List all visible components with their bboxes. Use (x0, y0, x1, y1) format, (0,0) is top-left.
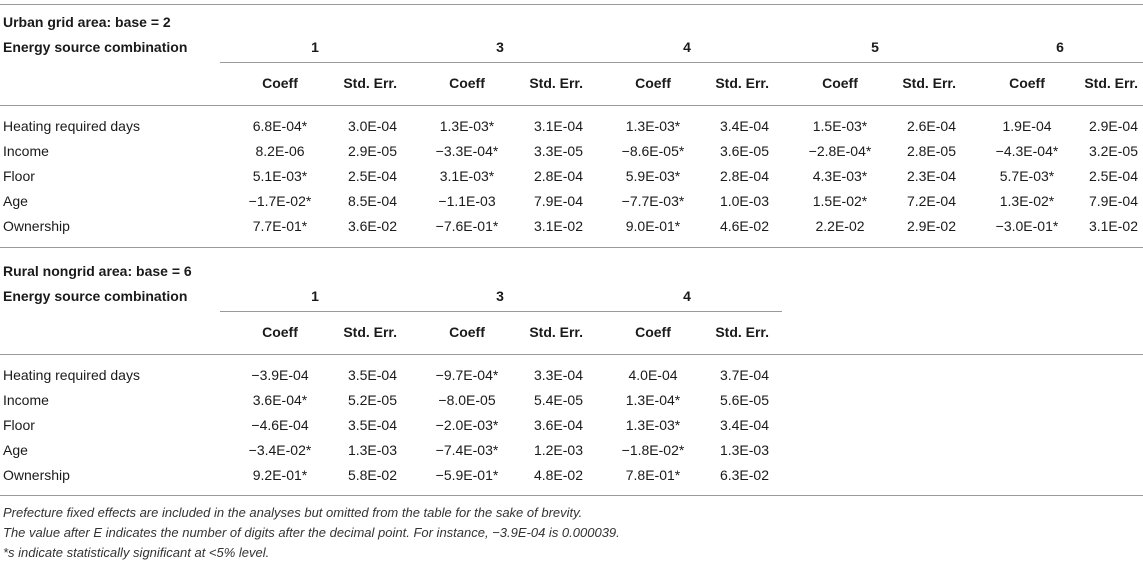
stderr-cell: 3.1E-04 (533, 118, 583, 134)
coeff-cell: −7.4E-03* (435, 442, 499, 458)
coeff-cell: −1.7E-02* (248, 193, 312, 209)
stderr-cell: 5.2E-05 (347, 392, 397, 408)
urban-group-header: 3 (496, 39, 504, 55)
urban-header-rule (0, 105, 1143, 106)
coeff-cell: 1.3E-04* (625, 392, 681, 408)
urban-group-underline (596, 62, 782, 63)
urban-coeff-header: Coeff (1009, 75, 1045, 91)
stderr-cell: 2.8E-05 (906, 143, 956, 159)
coeff-cell: 5.9E-03* (625, 168, 681, 184)
stderr-cell: 7.9E-04 (533, 193, 583, 209)
row-label: Ownership (3, 467, 70, 483)
row-label: Age (3, 442, 28, 458)
coeff-cell: −4.3E-04* (995, 143, 1059, 159)
coeff-cell: 1.3E-03* (625, 417, 681, 433)
coeff-cell: 7.8E-01* (625, 467, 681, 483)
stderr-cell: 1.3E-03 (719, 442, 769, 458)
rural-bottom-rule (0, 495, 1143, 496)
stderr-cell: 1.3E-03 (347, 442, 397, 458)
urban-group-header: 6 (1056, 39, 1064, 55)
rural-group-header: 4 (683, 288, 691, 304)
urban-coeff-header: Coeff (449, 75, 485, 91)
coeff-cell: −7.7E-03* (621, 193, 685, 209)
stderr-cell: 3.2E-05 (1088, 143, 1138, 159)
stderr-cell: 3.6E-05 (719, 143, 769, 159)
row-label: Income (3, 143, 49, 159)
rural-coeff-header: Coeff (449, 324, 485, 340)
stderr-cell: 2.8E-04 (719, 168, 769, 184)
stderr-cell: 2.9E-02 (906, 218, 956, 234)
stderr-cell: 8.5E-04 (347, 193, 397, 209)
coeff-cell: 7.7E-01* (252, 218, 308, 234)
coeff-cell: −8.6E-05* (621, 143, 685, 159)
stderr-cell: 3.6E-02 (347, 218, 397, 234)
urban-group-underline (968, 62, 1143, 63)
coeff-cell: 8.2E-06 (255, 143, 305, 159)
coeff-cell: −1.1E-03 (438, 193, 496, 209)
coeff-cell: 4.0E-04 (628, 367, 678, 383)
stderr-cell: 2.5E-04 (347, 168, 397, 184)
rural-group-header: 1 (311, 288, 319, 304)
coeff-cell: −8.0E-05 (438, 392, 496, 408)
coeff-cell: 3.1E-03* (439, 168, 495, 184)
footnote-1: Prefecture fixed effects are included in the analyses but omitted from the table for the sake of brevity. (3, 505, 583, 520)
coeff-cell: −2.8E-04* (808, 143, 872, 159)
coeff-cell: −1.8E-02* (621, 442, 685, 458)
stderr-cell: 5.8E-02 (347, 467, 397, 483)
rural-header-label: Energy source combination (3, 288, 188, 304)
stderr-cell: 3.4E-04 (719, 118, 769, 134)
rural-coeff-header: Coeff (262, 324, 298, 340)
coeff-cell: 5.7E-03* (999, 168, 1055, 184)
stderr-cell: 4.6E-02 (719, 218, 769, 234)
urban-bottom-rule (0, 247, 1143, 248)
row-label: Income (3, 392, 49, 408)
stderr-cell: 3.4E-04 (719, 417, 769, 433)
coeff-cell: 2.2E-02 (815, 218, 865, 234)
coeff-cell: −3.3E-04* (435, 143, 499, 159)
rural-stderr-header: Std. Err. (715, 324, 769, 340)
coeff-cell: −2.0E-03* (435, 417, 499, 433)
footnote-2: The value after E indicates the number of digits after the decimal point. For instance, −3.9E-04 is 0.000039. (3, 525, 620, 540)
stderr-cell: 3.6E-04 (533, 417, 583, 433)
coeff-cell: 1.3E-02* (999, 193, 1055, 209)
rural-stderr-header: Std. Err. (529, 324, 583, 340)
urban-stderr-header: Std. Err. (902, 75, 956, 91)
rural-coeff-header: Coeff (635, 324, 671, 340)
urban-group-header: 5 (871, 39, 879, 55)
rural-group-underline (220, 311, 408, 312)
rural-group-header: 3 (496, 288, 504, 304)
table-top-rule (0, 4, 1143, 5)
stderr-cell: 3.1E-02 (1088, 218, 1138, 234)
coeff-cell: 1.5E-03* (812, 118, 868, 134)
urban-header-label: Energy source combination (3, 39, 188, 55)
urban-coeff-header: Coeff (635, 75, 671, 91)
row-label: Floor (3, 417, 35, 433)
urban-group-header: 4 (683, 39, 691, 55)
coeff-cell: 6.8E-04* (252, 118, 308, 134)
rural-section-title: Rural nongrid area: base = 6 (3, 263, 192, 279)
urban-group-underline (782, 62, 968, 63)
stderr-cell: 2.3E-04 (906, 168, 956, 184)
row-label: Floor (3, 168, 35, 184)
coeff-cell: −7.6E-01* (435, 218, 499, 234)
stderr-cell: 3.7E-04 (719, 367, 769, 383)
coeff-cell: −4.6E-04 (251, 417, 309, 433)
rural-stderr-header: Std. Err. (343, 324, 397, 340)
stderr-cell: 1.0E-03 (719, 193, 769, 209)
stderr-cell: 2.6E-04 (906, 118, 956, 134)
urban-stderr-header: Std. Err. (715, 75, 769, 91)
coeff-cell: 9.2E-01* (252, 467, 308, 483)
coeff-cell: −3.0E-01* (995, 218, 1059, 234)
coeff-cell: 9.0E-01* (625, 218, 681, 234)
stderr-cell: 3.3E-04 (533, 367, 583, 383)
coeff-cell: 1.3E-03* (439, 118, 495, 134)
coeff-cell: 4.3E-03* (812, 168, 868, 184)
urban-group-underline (220, 62, 408, 63)
stderr-cell: 3.0E-04 (347, 118, 397, 134)
stderr-cell: 2.8E-04 (533, 168, 583, 184)
stderr-cell: 7.2E-04 (906, 193, 956, 209)
stderr-cell: 4.8E-02 (533, 467, 583, 483)
rural-group-underline (408, 311, 596, 312)
coeff-cell: 1.9E-04 (1002, 118, 1052, 134)
stderr-cell: 2.9E-05 (347, 143, 397, 159)
coeff-cell: 1.3E-03* (625, 118, 681, 134)
coeff-cell: −3.4E-02* (248, 442, 312, 458)
coeff-cell: −3.9E-04 (251, 367, 309, 383)
rural-header-rule (0, 354, 1143, 355)
stderr-cell: 7.9E-04 (1088, 193, 1138, 209)
coeff-cell: 3.6E-04* (252, 392, 308, 408)
coeff-cell: 1.5E-02* (812, 193, 868, 209)
row-label: Heating required days (3, 367, 140, 383)
coeff-cell: −5.9E-01* (435, 467, 499, 483)
rural-group-underline (596, 311, 782, 312)
coeff-cell: 5.1E-03* (252, 168, 308, 184)
stderr-cell: 3.3E-05 (533, 143, 583, 159)
stderr-cell: 2.5E-04 (1088, 168, 1138, 184)
stderr-cell: 3.1E-02 (533, 218, 583, 234)
stderr-cell: 1.2E-03 (533, 442, 583, 458)
row-label: Ownership (3, 218, 70, 234)
footnote-3: *s indicate statistically significant at <5% level. (3, 545, 270, 560)
urban-stderr-header: Std. Err. (343, 75, 397, 91)
urban-section-title: Urban grid area: base = 2 (3, 14, 171, 30)
stderr-cell: 2.9E-04 (1088, 118, 1138, 134)
row-label: Age (3, 193, 28, 209)
row-label: Heating required days (3, 118, 140, 134)
coeff-cell: −9.7E-04* (435, 367, 499, 383)
stderr-cell: 5.6E-05 (719, 392, 769, 408)
stderr-cell: 6.3E-02 (719, 467, 769, 483)
urban-group-underline (408, 62, 596, 63)
urban-stderr-header: Std. Err. (1084, 75, 1138, 91)
urban-coeff-header: Coeff (822, 75, 858, 91)
urban-group-header: 1 (311, 39, 319, 55)
stderr-cell: 3.5E-04 (347, 417, 397, 433)
stderr-cell: 3.5E-04 (347, 367, 397, 383)
stderr-cell: 5.4E-05 (533, 392, 583, 408)
urban-coeff-header: Coeff (262, 75, 298, 91)
urban-stderr-header: Std. Err. (529, 75, 583, 91)
